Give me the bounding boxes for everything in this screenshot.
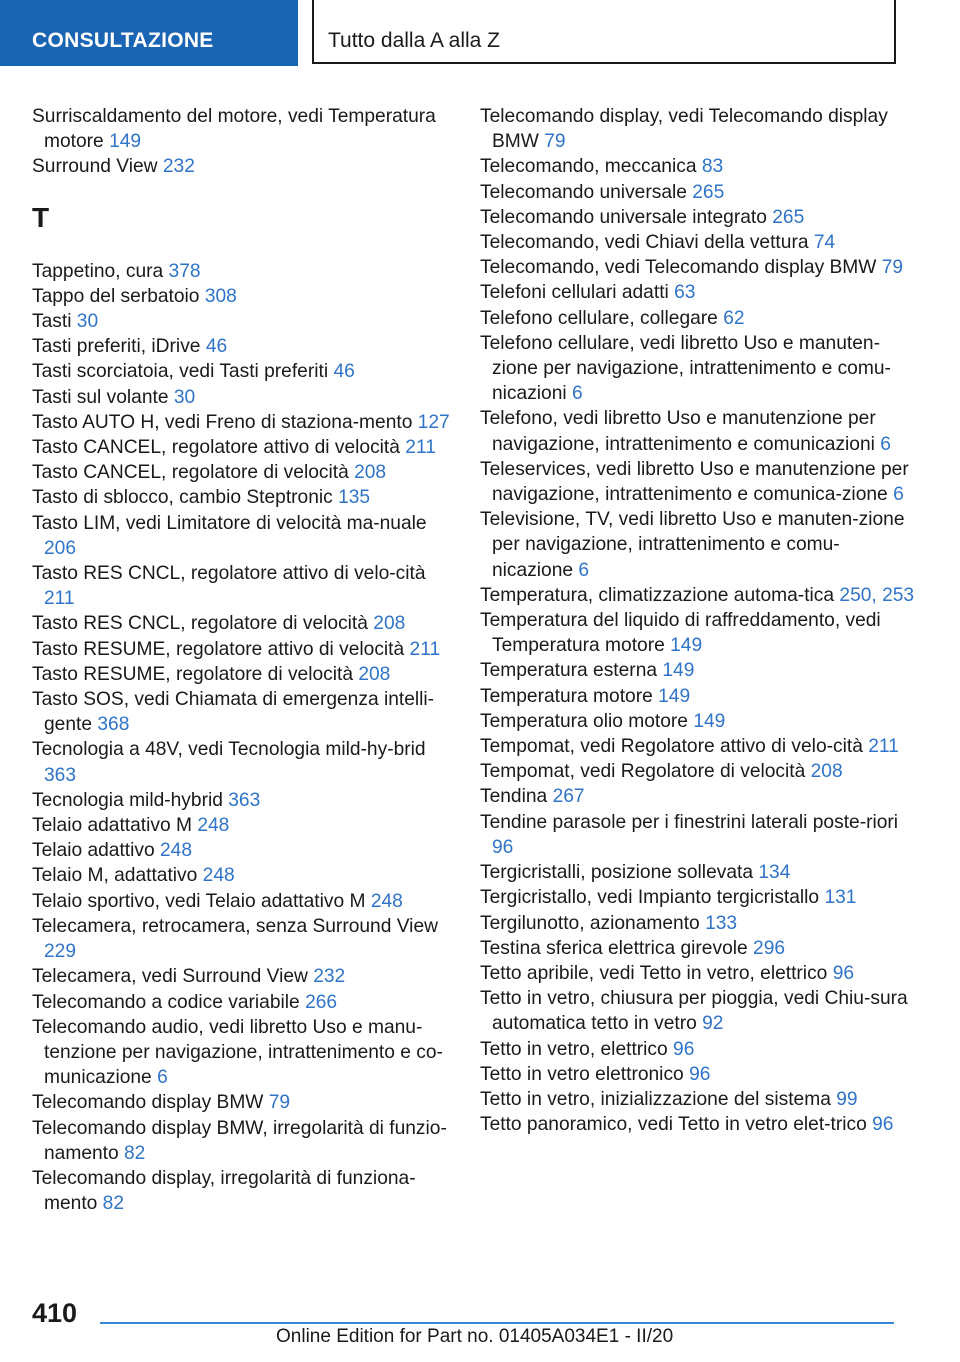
- index-entry-term: Telecomando display, irregolarità di funziona-mento: [32, 1167, 416, 1215]
- index-entry-page-link[interactable]: 96: [832, 962, 855, 984]
- index-entry-page-link[interactable]: 63: [674, 282, 696, 304]
- index-entry: [480, 936, 920, 961]
- index-entry-page-link[interactable]: 208: [810, 761, 843, 783]
- index-entry-page-link[interactable]: 131: [824, 887, 857, 909]
- index-entry-page-link[interactable]: 208: [354, 462, 387, 484]
- index-entry-term: Telecomando display BMW, irregolarità di funzio-namento: [32, 1117, 447, 1164]
- index-letter-heading: T: [32, 201, 50, 233]
- index-entry: [32, 863, 452, 888]
- chapter-title: Tutto dalla A alla Z: [312, 0, 896, 64]
- index-entry-page-link[interactable]: 82: [102, 1193, 125, 1215]
- footer-rule: [100, 1322, 894, 1324]
- index-entry-page-link[interactable]: 46: [205, 336, 228, 358]
- index-entry-term: Teleservices, vedi libretto Uso e manutenzione per navigazione, intrattenimento e comunica-zione: [480, 458, 909, 506]
- index-entry-term: Tergicristalli, posizione sollevata: [480, 862, 754, 884]
- index-entry-term: Telecomando display BMW: [32, 1092, 264, 1114]
- index-entry: [32, 334, 452, 359]
- index-entry-page-link[interactable]: 211: [405, 437, 436, 459]
- index-entry-term: Telaio adattativo M: [32, 815, 192, 837]
- index-entry-term: Telecomando universale: [480, 181, 687, 203]
- index-entry-page-link[interactable]: 208: [358, 663, 391, 685]
- index-entry: [480, 1062, 920, 1087]
- index-entry-page-link[interactable]: 266: [305, 991, 338, 1013]
- index-entry: [32, 611, 452, 636]
- index-entry: [480, 961, 920, 986]
- index-entry-page-link[interactable]: 6: [893, 484, 904, 506]
- index-entry-term: Tetto apribile, vedi Tetto in vetro, elettrico: [480, 962, 828, 984]
- index-entry: [480, 684, 920, 709]
- index-entry-page-link[interactable]: 211: [44, 588, 75, 610]
- index-entry-page-link[interactable]: 206: [44, 537, 77, 559]
- index-entry-page-link[interactable]: 6: [572, 383, 583, 405]
- index-entry-term: Tetto in vetro, inizializzazione del sistema: [480, 1088, 831, 1110]
- index-entry: [32, 385, 452, 410]
- index-entry: [32, 914, 452, 964]
- index-entry-term: Telecomando, vedi Chiavi della vettura: [480, 232, 809, 254]
- index-entry-term: Telecomando universale integrato: [480, 206, 767, 228]
- index-entry: [32, 511, 452, 561]
- index-entry-page-link[interactable]: 208: [373, 613, 406, 635]
- index-entry-page-link[interactable]: 149: [658, 685, 691, 707]
- index-entry-page-link[interactable]: 46: [333, 361, 355, 383]
- page-header: [0, 0, 960, 66]
- index-entry: [480, 608, 920, 658]
- index-entry-page-link[interactable]: 308: [204, 285, 237, 307]
- index-entry-term: Tecnologia mild-hybrid: [32, 789, 223, 811]
- index-entry: [480, 230, 920, 255]
- index-entry-term: Tasti sul volante: [32, 386, 169, 408]
- index-entry: [480, 911, 920, 936]
- index-entry-page-link[interactable]: 96: [872, 1114, 894, 1136]
- index-entry: [32, 662, 452, 687]
- index-entry-page-link[interactable]: 265: [772, 206, 805, 228]
- index-entry-page-link[interactable]: 229: [44, 941, 77, 963]
- index-entry-page-link[interactable]: 96: [673, 1038, 695, 1060]
- index-entry-page-link[interactable]: 79: [268, 1092, 291, 1114]
- index-entry: [32, 435, 452, 460]
- index-entry-page-link[interactable]: 296: [753, 937, 786, 959]
- index-entry-page-link[interactable]: 133: [705, 912, 738, 934]
- index-entry: [480, 306, 920, 331]
- index-entry: [32, 284, 452, 309]
- index-entry: [480, 986, 920, 1036]
- index-entry-page-link[interactable]: 211: [868, 736, 899, 758]
- index-entry-page-link[interactable]: 363: [228, 789, 261, 811]
- index-entry: [32, 637, 452, 662]
- index-entry: [480, 1087, 920, 1112]
- index-entry: [32, 154, 452, 179]
- index-entry-page-link[interactable]: 134: [758, 862, 791, 884]
- index-entry: [32, 1116, 452, 1166]
- index-entry-page-link[interactable]: 232: [313, 966, 346, 988]
- index-entry-page-link[interactable]: 267: [552, 786, 585, 808]
- index-entry-term: Tasti: [32, 311, 72, 333]
- index-entry-page-link[interactable]: 92: [702, 1013, 724, 1035]
- index-entry-term: Tendine parasole per i finestrini laterali poste-riori: [480, 811, 899, 833]
- index-entry: [32, 813, 452, 838]
- index-entry-term: Temperatura esterna: [480, 660, 658, 682]
- index-entry-term: Surriscaldamento del motore, vedi Temperatura motore: [32, 106, 436, 153]
- index-entry-page-link[interactable]: 6: [880, 433, 891, 455]
- index-entry: [480, 457, 920, 507]
- index-entry: [32, 259, 452, 284]
- index-entry: [32, 889, 452, 914]
- index-entry-term: Telefoni cellulari adatti: [480, 282, 669, 304]
- index-entry-term: Tasto di sblocco, cambio Steptronic: [32, 487, 333, 509]
- index-entry-page-link[interactable]: 265: [692, 181, 725, 203]
- index-entry: [32, 838, 452, 863]
- index-entry-term: Telefono cellulare, collegare: [480, 307, 718, 329]
- index-entry-term: Telefono cellulare, vedi libretto Uso e manuten-zione per navigazione, intrattenimento e comu-nicazioni: [480, 332, 891, 405]
- index-entry: [480, 810, 920, 860]
- index-entry: [32, 104, 452, 154]
- index-entry-term: Tetto panoramico, vedi Tetto in vetro elet-trico: [480, 1114, 867, 1136]
- edition-footer: Online Edition for Part no. 01405A034E1 - II/20: [276, 1326, 674, 1347]
- index-entry: [480, 255, 920, 280]
- index-entry: [480, 885, 920, 910]
- index-entry-page-link[interactable]: 211: [409, 638, 441, 660]
- index-entry-term: Tempomat, vedi Regolatore attivo di velo-cità: [480, 736, 863, 758]
- index-entry-term: Tergilunotto, azionamento: [480, 912, 700, 934]
- index-entry: [32, 485, 452, 510]
- index-entry-term: Tasto SOS, vedi Chiamata di emergenza intelli-gente: [32, 689, 435, 736]
- index-entry-page-link[interactable]: 250, 253: [839, 584, 915, 606]
- index-entry: [480, 759, 920, 784]
- index-entry: [32, 1166, 452, 1216]
- index-entry-term: Tasto CANCEL, regolatore attivo di velocità: [32, 437, 400, 459]
- index-entry-term: Telaio M, adattativo: [32, 865, 198, 887]
- index-entry-page-link[interactable]: 378: [168, 260, 201, 282]
- index-entry-term: Tasto LIM, vedi Limitatore di velocità ma-nuale: [32, 512, 427, 534]
- index-entry-term: Televisione, TV, vedi libretto Uso e manuten-zione per navigazione, intrattenimento e comu-nicazione: [480, 509, 905, 581]
- index-entry: [32, 737, 452, 787]
- section-tab: CONSULTAZIONE: [0, 0, 298, 66]
- index-entry: [480, 583, 920, 608]
- index-entry-page-link[interactable]: 62: [723, 307, 745, 329]
- index-entry-term: Telecomando, meccanica: [480, 156, 697, 178]
- index-entry-term: Tempomat, vedi Regolatore di velocità: [480, 761, 806, 783]
- index-entry-page-link[interactable]: 149: [109, 131, 142, 153]
- index-entry: [480, 507, 920, 583]
- index-entry-term: Telecamera, retrocamera, senza Surround View: [32, 915, 438, 937]
- index-entry-term: Temperatura motore: [480, 685, 653, 707]
- index-entry-page-link[interactable]: 232: [162, 156, 195, 178]
- index-entry-term: Tasti preferiti, iDrive: [32, 336, 201, 358]
- index-entry: [480, 154, 920, 179]
- index-entry-term: Surround View: [32, 156, 158, 178]
- index-entry: [480, 331, 920, 407]
- index-entry: [480, 784, 920, 809]
- index-entry-page-link[interactable]: 135: [338, 487, 371, 509]
- index-entry-term: Temperatura olio motore: [480, 710, 688, 732]
- page-number: 410: [32, 1298, 78, 1328]
- index-entry: [480, 1037, 920, 1062]
- index-entry: [480, 860, 920, 885]
- index-entry: [480, 180, 920, 205]
- index-entry-page-link[interactable]: 30: [76, 311, 99, 333]
- index-entry-page-link[interactable]: 79: [881, 257, 904, 279]
- index-entry-term: Tasto CANCEL, regolatore di velocità: [32, 462, 349, 484]
- index-entry-term: Telecomando a codice variabile: [32, 991, 300, 1013]
- index-entry-page-link[interactable]: 83: [701, 156, 724, 178]
- index-entry-term: Temperatura, climatizzazione automa-tica: [480, 584, 835, 606]
- index-column-left: [32, 104, 452, 1216]
- index-entry-page-link[interactable]: 248: [370, 890, 403, 912]
- index-entry-page-link[interactable]: 30: [173, 386, 196, 408]
- index-entry-page-link[interactable]: 149: [693, 710, 726, 732]
- index-entry-page-link[interactable]: 99: [836, 1088, 858, 1110]
- index-entry-term: Tasto AUTO H, vedi Freno di staziona-mento: [32, 411, 413, 433]
- index-entry-page-link[interactable]: 96: [492, 836, 514, 858]
- index-entry-term: Telaio sportivo, vedi Telaio adattativo M: [32, 890, 366, 912]
- index-entry-page-link[interactable]: 96: [689, 1063, 711, 1085]
- index-entry-term: Tasto RES CNCL, regolatore attivo di velo-cità: [32, 563, 426, 585]
- index-entry-page-link[interactable]: 149: [662, 660, 695, 682]
- index-entry: [480, 1112, 920, 1137]
- index-entry: [480, 709, 920, 734]
- index-entry: [480, 658, 920, 683]
- index-entry-page-link[interactable]: 149: [670, 635, 703, 657]
- index-entry: [32, 788, 452, 813]
- index-entry: [32, 410, 452, 435]
- index-entry-term: Tappetino, cura: [32, 260, 164, 282]
- index-entry-page-link[interactable]: 368: [97, 714, 130, 736]
- index-entry-term: Temperatura del liquido di raffreddamento, vedi Temperatura motore: [480, 610, 881, 657]
- index-entry: [32, 1090, 452, 1115]
- index-entry: [32, 309, 452, 334]
- index-entry-term: Tasto RESUME, regolatore di velocità: [32, 663, 353, 685]
- index-entry: [480, 104, 920, 154]
- index-entry-term: Tergicristallo, vedi Impianto tergicristallo: [480, 887, 820, 909]
- index-entry-page-link[interactable]: 248: [197, 815, 230, 837]
- index-entry-term: Tetto in vetro, chiusura per pioggia, vedi Chiu-sura automatica tetto in vetro: [480, 988, 908, 1035]
- index-entry: [480, 406, 920, 456]
- index-entry-page-link[interactable]: 248: [202, 865, 235, 887]
- index-column-right: [480, 104, 920, 1137]
- index-entry-term: Tappo del serbatoio: [32, 285, 200, 307]
- index-entry-term: Telecomando display, vedi Telecomando display BMW: [480, 106, 888, 153]
- index-entry-term: Testina sferica elettrica girevole: [480, 937, 748, 959]
- index-entry: [32, 460, 452, 485]
- index-entry-term: Tasto RESUME, regolatore attivo di velocità: [32, 638, 405, 660]
- index-entry-page-link[interactable]: 248: [160, 840, 193, 862]
- index-entry-term: Tetto in vetro elettronico: [480, 1063, 684, 1085]
- index-entry-page-link[interactable]: 127: [417, 411, 450, 433]
- index-entry: [32, 687, 452, 737]
- index-entry: [32, 561, 452, 611]
- index-entry-term: Tendina: [480, 786, 548, 808]
- index-entry: [480, 734, 920, 759]
- index-entry-term: Telaio adattivo: [32, 840, 155, 862]
- index-entry: [480, 205, 920, 230]
- index-entry: [480, 280, 920, 305]
- index-entry-page-link[interactable]: 6: [578, 559, 590, 581]
- index-entry-page-link[interactable]: 6: [157, 1067, 168, 1089]
- index-entry-page-link[interactable]: 79: [544, 131, 566, 153]
- index-entry-term: Tetto in vetro, elettrico: [480, 1038, 668, 1060]
- index-entry-page-link[interactable]: 363: [44, 764, 77, 786]
- index-entry-term: Tasto RES CNCL, regolatore di velocità: [32, 613, 368, 635]
- index-entry: [32, 990, 452, 1015]
- index-entry-page-link[interactable]: 74: [813, 232, 836, 254]
- index-entry-term: Telefono, vedi libretto Uso e manutenzione per navigazione, intrattenimento e comunicazioni: [480, 408, 876, 455]
- index-entry-term: Tasti scorciatoia, vedi Tasti preferiti: [32, 361, 329, 383]
- index-entry-term: Tecnologia a 48V, vedi Tecnologia mild-hy-brid: [32, 739, 426, 761]
- index-entry-term: Telecomando, vedi Telecomando display BMW: [480, 257, 877, 279]
- index-entry: [32, 964, 452, 989]
- index-entry-page-link[interactable]: 82: [124, 1142, 146, 1164]
- index-entry: [32, 359, 452, 384]
- index-entry-term: Telecomando audio, vedi libretto Uso e manu-tenzione per navigazione, intrattenimento e co-municazione: [32, 1016, 443, 1089]
- index-entry: [32, 1015, 452, 1091]
- index-entry-term: Telecamera, vedi Surround View: [32, 966, 308, 988]
